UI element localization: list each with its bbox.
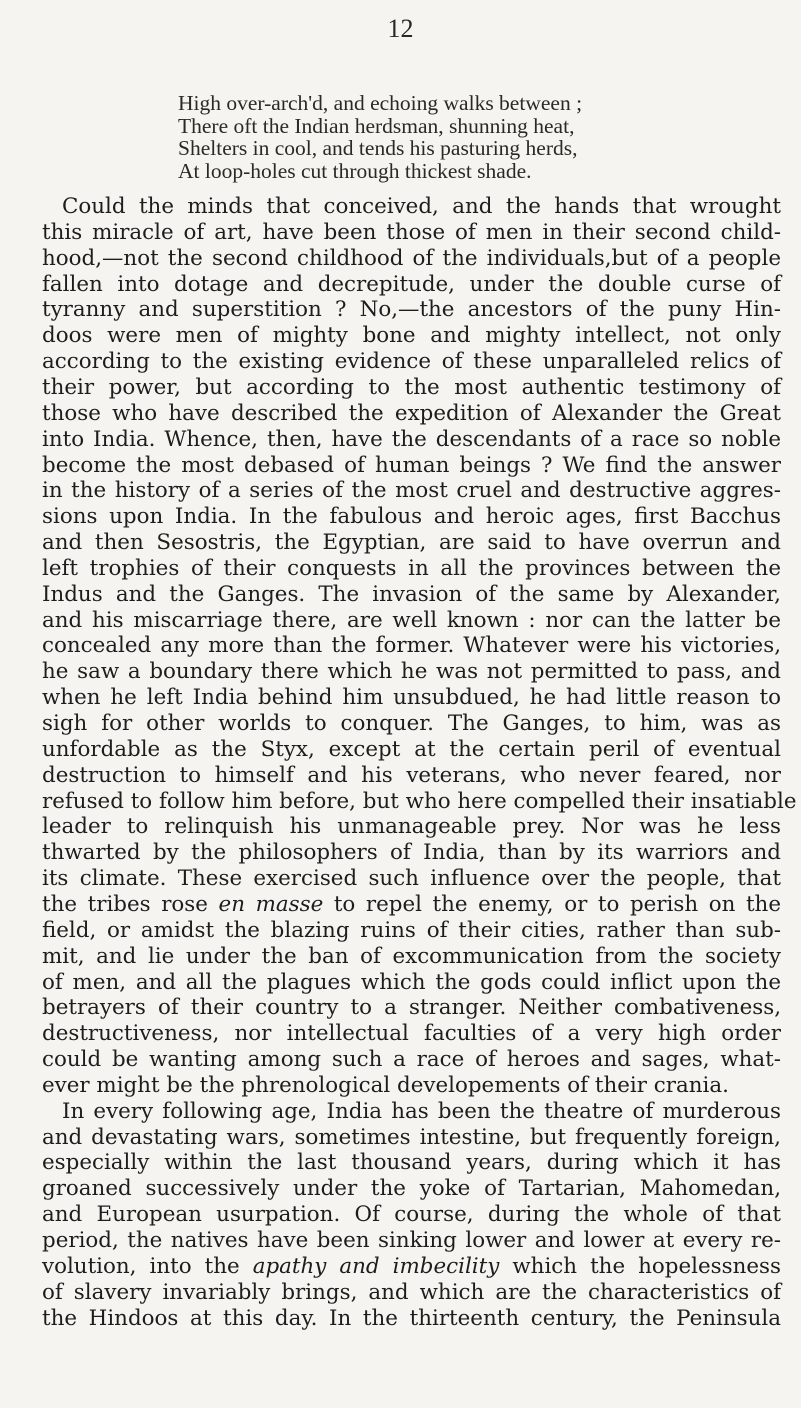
text-line: the tribes rose en masse to repel the enemy, or to perish on the [42,892,781,917]
text-line: and then Sesostris, the Egyptian, are said to have overrun and [42,530,781,555]
text-line: thwarted by the philosophers of India, than by its warriors and [42,840,781,865]
text-line: when he left India behind him unsubdued, he had little reason to [42,685,781,710]
text-line: leader to relinquish his unmanageable prey. Nor was he less [42,814,781,839]
text-line: sigh for other worlds to conquer. The Ganges, to him, was as [42,711,781,736]
text-line: field, or amidst the blazing ruins of their cities, rather than sub- [42,918,781,943]
text-line: into India. Whence, then, have the descendants of a race so noble [42,427,781,452]
text-line: betrayers of their country to a stranger. Neither combativeness, [42,995,781,1020]
text-line: hood,—not the second childhood of the individuals,but of a people [42,246,781,271]
text-line: this miracle of art, have been those of men in their second child- [42,220,781,245]
verse-line: Shelters in cool, and tends his pasturing herds, [178,136,578,160]
text-line: period, the natives have been sinking lower and lower at every re- [42,1228,781,1253]
text-line: volution, into the apathy and imbecility which the hopelessness [42,1254,782,1279]
text-line: sions upon India. In the fabulous and heroic ages, first Bacchus [42,504,781,529]
text-line: those who have described the expedition of Alexander the Great [42,401,781,426]
text-line: according to the existing evidence of these unparalleled relics of [42,349,781,374]
text-line: destructiveness, nor intellectual faculties of a very high order [42,1021,781,1046]
text-line: unfordable as the Styx, except at the certain peril of eventual [42,737,781,762]
text-line: left trophies of their conquests in all the provinces between the [42,556,781,581]
text-line: become the most debased of human beings ? We find the answer [42,453,781,478]
verse-line: High over-arch'd, and echoing walks between ; [178,91,583,115]
text-line: and his miscarriage there, are well known : nor can the latter be [42,608,781,633]
text-line: ever might be the phrenological developements of their crania. [42,1073,729,1098]
text-line: destruction to himself and his veterans, who never feared, nor [42,763,781,788]
italic-phrase: apathy and imbecility [252,1254,500,1279]
text-line: its climate. These exercised such influence over the people, that [42,866,781,891]
text-line: of men, and all the plagues which the gods could inflict upon the [42,970,781,995]
text-line: especially within the last thousand years, during which it has [42,1150,781,1175]
page-number: 12 [387,14,414,43]
text-line: doos were men of mighty bone and mighty intellect, not only [42,323,781,348]
text-line: could be wanting among such a race of heroes and sages, what- [42,1047,781,1072]
text-line: mit, and lie under the ban of excommunication from the society [42,944,781,969]
text-line: fallen into dotage and decrepitude, under the double curse of [42,272,781,297]
text-line: refused to follow him before, but who here compelled their insatiable [42,789,797,814]
verse-line: There oft the Indian herdsman, shunning heat, [178,113,575,138]
text-line: the Hindoos at this day. In the thirteenth century, the Peninsula [42,1306,781,1331]
text-line: their power, but according to the most authentic testimony of [42,375,781,400]
italic-phrase: en masse [218,892,324,917]
text-line: in the history of a series of the most cruel and destructive aggres- [42,478,781,503]
text-line: and devastating wars, sometimes intestine, but frequently foreign, [42,1125,781,1150]
text-line: he saw a boundary there which he was not permitted to pass, and [42,659,781,684]
verse-quotation [178,92,778,182]
text-line: concealed any more than the former. Whatever were his victories, [42,633,781,658]
text-line: tyranny and superstition ? No,—the ancestors of the puny Hin- [42,297,781,322]
text-line: Could the minds that conceived, and the hands that wrought [62,194,781,219]
text-line: of slavery invariably brings, and which are the characteristics of [42,1280,781,1305]
text-line: In every following age, India has been the theatre of murderous [62,1099,781,1124]
text-line: groaned successively under the yoke of Tartarian, Mahomedan, [42,1176,781,1201]
text-line: and European usurpation. Of course, during the whole of that [42,1202,781,1227]
text-line: Indus and the Ganges. The invasion of the same by Alexander, [42,582,781,607]
verse-line: At loop-holes cut through thickest shade. [178,158,532,183]
